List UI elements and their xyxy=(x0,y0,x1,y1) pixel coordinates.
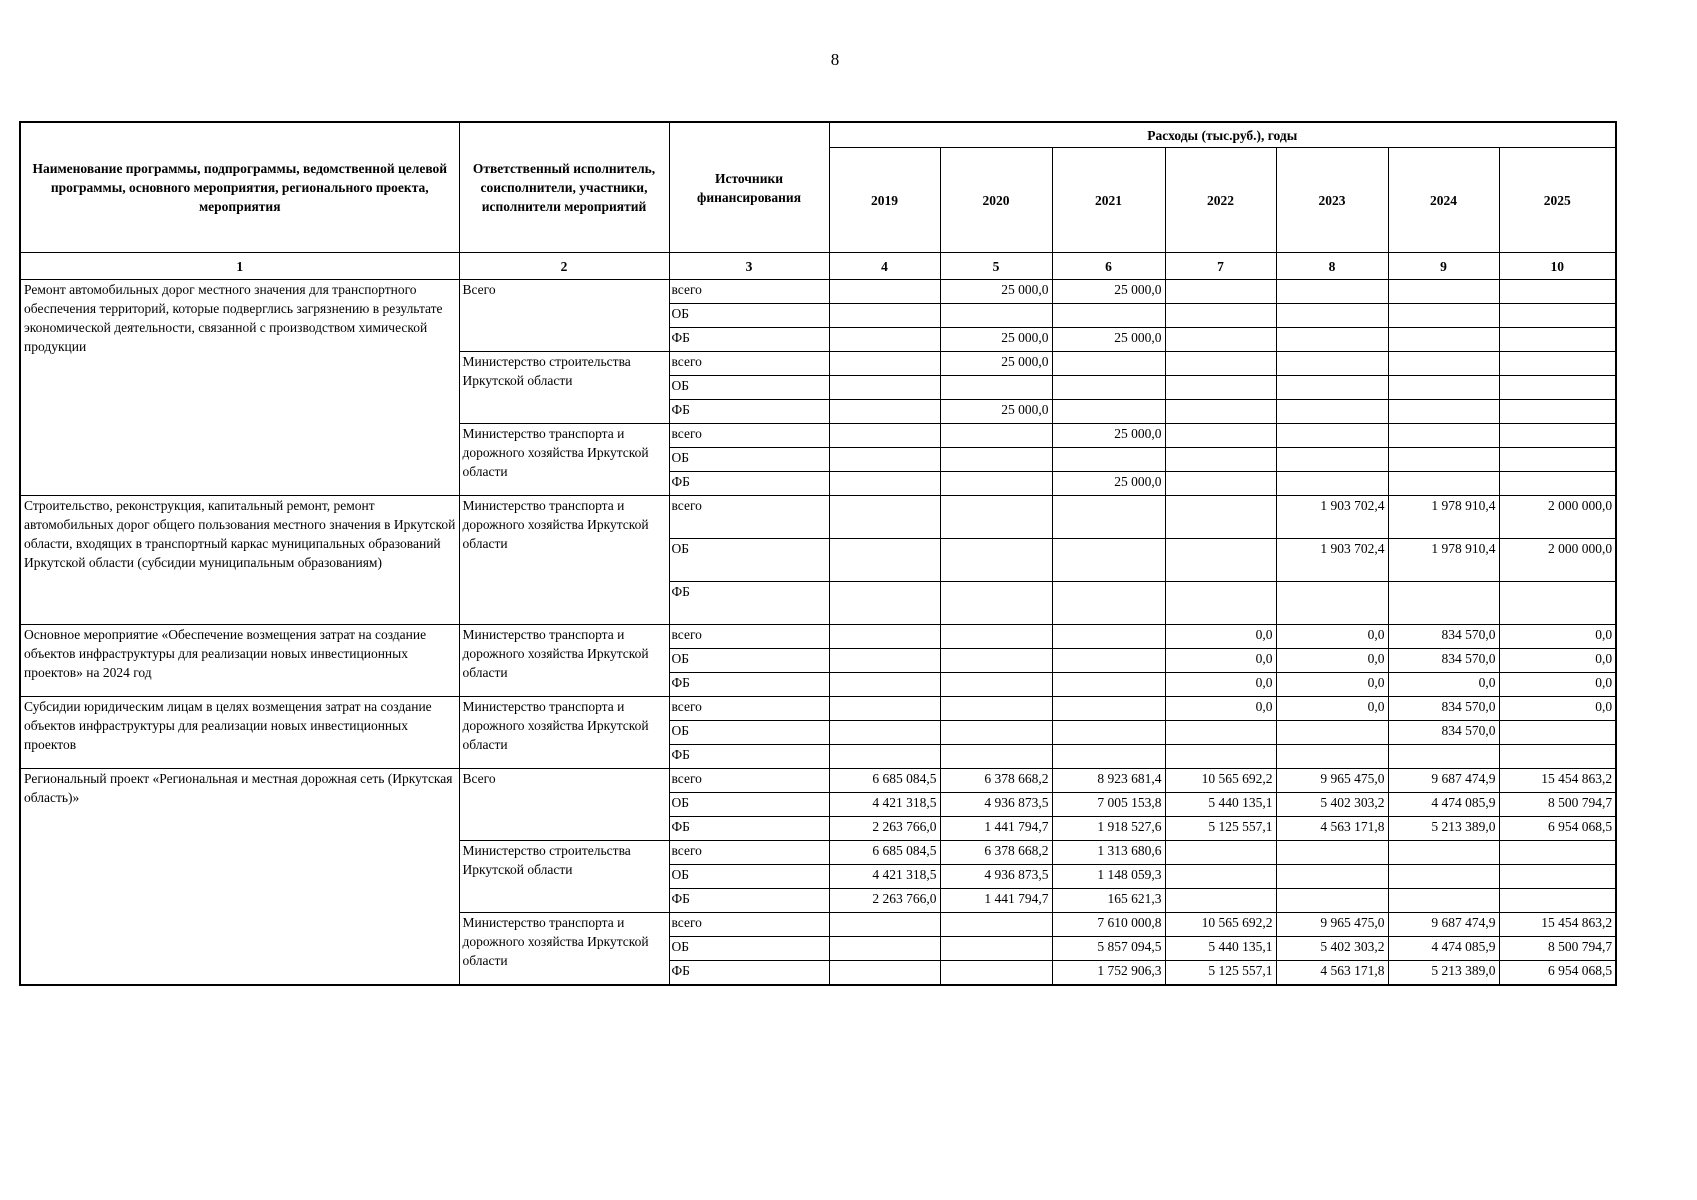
expense-value xyxy=(940,582,1052,625)
expense-value: 4 474 085,9 xyxy=(1388,937,1499,961)
expense-value xyxy=(829,582,940,625)
expense-value xyxy=(829,745,940,769)
expense-value xyxy=(1165,496,1276,539)
funding-source: ОБ xyxy=(669,539,829,582)
expense-value: 6 954 068,5 xyxy=(1499,961,1616,985)
expense-value: 6 378 668,2 xyxy=(940,841,1052,865)
executor-name: Министерство строительства Иркутской области xyxy=(459,841,669,913)
expense-value xyxy=(1388,582,1499,625)
table-body xyxy=(20,280,1616,985)
expense-value xyxy=(1052,304,1165,328)
expense-value xyxy=(1052,697,1165,721)
expense-value: 0,0 xyxy=(1165,673,1276,697)
expense-value xyxy=(1165,539,1276,582)
funding-source: ФБ xyxy=(669,472,829,496)
expense-value xyxy=(1499,280,1616,304)
expense-value: 5 402 303,2 xyxy=(1276,793,1388,817)
expense-value xyxy=(1388,376,1499,400)
expense-value: 1 978 910,4 xyxy=(1388,539,1499,582)
expense-value xyxy=(1165,352,1276,376)
funding-source: ФБ xyxy=(669,745,829,769)
expense-value xyxy=(1276,424,1388,448)
expense-value: 6 685 084,5 xyxy=(829,841,940,865)
expense-value xyxy=(1499,304,1616,328)
expense-value: 8 500 794,7 xyxy=(1499,937,1616,961)
funding-source: всего xyxy=(669,697,829,721)
expense-value xyxy=(1388,352,1499,376)
expense-value: 834 570,0 xyxy=(1388,625,1499,649)
executor-name: Министерство транспорта и дорожного хозяйства Иркутской области xyxy=(459,625,669,697)
expense-value xyxy=(1052,352,1165,376)
expense-value xyxy=(1499,448,1616,472)
table-row xyxy=(20,697,1616,721)
expense-value xyxy=(940,496,1052,539)
expense-value: 1 978 910,4 xyxy=(1388,496,1499,539)
column-number: 9 xyxy=(1388,253,1499,280)
expense-value: 0,0 xyxy=(1499,697,1616,721)
expense-value: 25 000,0 xyxy=(940,400,1052,424)
expense-value: 0,0 xyxy=(1499,625,1616,649)
expense-value xyxy=(1165,472,1276,496)
header-executor: Ответственный исполнитель, соисполнители, участники, исполнители мероприятий xyxy=(459,122,669,253)
expense-value xyxy=(940,913,1052,937)
expense-value: 6 954 068,5 xyxy=(1499,817,1616,841)
expense-value xyxy=(1165,328,1276,352)
expense-value xyxy=(1499,400,1616,424)
expense-value: 2 000 000,0 xyxy=(1499,496,1616,539)
funding-source: ФБ xyxy=(669,673,829,697)
executor-name: Министерство транспорта и дорожного хозяйства Иркутской области xyxy=(459,496,669,625)
funding-source: ФБ xyxy=(669,582,829,625)
expense-value xyxy=(1052,376,1165,400)
expense-value: 4 421 318,5 xyxy=(829,793,940,817)
funding-source: ОБ xyxy=(669,721,829,745)
expense-value: 5 213 389,0 xyxy=(1388,817,1499,841)
expense-value xyxy=(940,539,1052,582)
expense-value xyxy=(1165,424,1276,448)
expense-value xyxy=(1052,496,1165,539)
expense-value xyxy=(1052,625,1165,649)
expense-value xyxy=(1165,721,1276,745)
expense-value xyxy=(1165,400,1276,424)
expense-value xyxy=(1276,721,1388,745)
funding-source: ФБ xyxy=(669,400,829,424)
expense-value xyxy=(940,961,1052,985)
table-row xyxy=(20,496,1616,539)
expense-value xyxy=(829,539,940,582)
expense-value xyxy=(1165,889,1276,913)
column-number: 2 xyxy=(459,253,669,280)
executor-name: Министерство транспорта и дорожного хозяйства Иркутской области xyxy=(459,697,669,769)
expense-value: 0,0 xyxy=(1499,649,1616,673)
expense-value: 15 454 863,2 xyxy=(1499,769,1616,793)
expense-value: 5 125 557,1 xyxy=(1165,817,1276,841)
expense-value xyxy=(1165,280,1276,304)
expense-value xyxy=(1165,865,1276,889)
funding-source: ФБ xyxy=(669,961,829,985)
expense-value xyxy=(1165,745,1276,769)
header-column-numbers xyxy=(20,253,1616,280)
expense-value xyxy=(1052,582,1165,625)
expense-value xyxy=(829,496,940,539)
funding-source: ФБ xyxy=(669,889,829,913)
expense-value xyxy=(1388,304,1499,328)
expense-value: 25 000,0 xyxy=(940,280,1052,304)
expense-value xyxy=(1499,424,1616,448)
expense-value: 1 903 702,4 xyxy=(1276,539,1388,582)
funding-source: ОБ xyxy=(669,793,829,817)
expense-value xyxy=(829,625,940,649)
expense-value xyxy=(829,649,940,673)
expense-value: 4 421 318,5 xyxy=(829,865,940,889)
expense-value xyxy=(1388,280,1499,304)
expense-value xyxy=(1165,448,1276,472)
funding-source: всего xyxy=(669,913,829,937)
column-number: 7 xyxy=(1165,253,1276,280)
expense-value: 9 687 474,9 xyxy=(1388,769,1499,793)
executor-name: Министерство строительства Иркутской области xyxy=(459,352,669,424)
expense-value: 2 000 000,0 xyxy=(1499,539,1616,582)
expense-value xyxy=(1165,582,1276,625)
header-year: 2020 xyxy=(940,148,1052,253)
header-year: 2023 xyxy=(1276,148,1388,253)
expense-value: 7 005 153,8 xyxy=(1052,793,1165,817)
expense-value xyxy=(1388,424,1499,448)
expense-value xyxy=(1499,472,1616,496)
funding-source: всего xyxy=(669,280,829,304)
expense-value xyxy=(1276,582,1388,625)
column-number: 10 xyxy=(1499,253,1616,280)
expense-value: 5 857 094,5 xyxy=(1052,937,1165,961)
expense-value: 0,0 xyxy=(1165,625,1276,649)
header-expenses: Расходы (тыс.руб.), годы xyxy=(829,122,1616,148)
expense-value: 6 685 084,5 xyxy=(829,769,940,793)
expense-value xyxy=(940,424,1052,448)
expense-value: 0,0 xyxy=(1499,673,1616,697)
program-name: Региональный проект «Региональная и местная дорожная сеть (Иркутская область)» xyxy=(20,769,459,985)
header-year: 2025 xyxy=(1499,148,1616,253)
expense-value xyxy=(1388,745,1499,769)
expense-value xyxy=(1165,841,1276,865)
expense-value xyxy=(1388,400,1499,424)
expense-value: 9 965 475,0 xyxy=(1276,913,1388,937)
expense-value: 0,0 xyxy=(1276,697,1388,721)
program-name: Основное мероприятие «Обеспечение возмещения затрат на создание объектов инфраструктуры для реализации новых инвестиционных проектов» на 2024 год xyxy=(20,625,459,697)
expense-value: 0,0 xyxy=(1276,649,1388,673)
expense-value: 1 918 527,6 xyxy=(1052,817,1165,841)
expense-value xyxy=(829,937,940,961)
funding-source: ОБ xyxy=(669,376,829,400)
expense-value xyxy=(1499,745,1616,769)
expense-value xyxy=(940,745,1052,769)
expense-value: 9 965 475,0 xyxy=(1276,769,1388,793)
expense-value xyxy=(940,625,1052,649)
expense-value xyxy=(1276,472,1388,496)
expense-value: 834 570,0 xyxy=(1388,649,1499,673)
expense-value xyxy=(940,673,1052,697)
expense-value xyxy=(1052,539,1165,582)
expense-value xyxy=(1276,745,1388,769)
expense-value: 5 440 135,1 xyxy=(1165,793,1276,817)
program-name: Строительство, реконструкция, капитальный ремонт, ремонт автомобильных дорог общего пользования местного значения в Иркутской области, входящих в транспортный каркас муниципальных образований Иркутской области (субсидии муниципальным образованиям) xyxy=(20,496,459,625)
table-row xyxy=(20,280,1616,304)
expense-value xyxy=(1052,649,1165,673)
expense-value xyxy=(1388,889,1499,913)
expense-value xyxy=(940,448,1052,472)
expense-value: 5 402 303,2 xyxy=(1276,937,1388,961)
funding-source: ФБ xyxy=(669,328,829,352)
expense-value: 4 936 873,5 xyxy=(940,865,1052,889)
expense-value: 8 923 681,4 xyxy=(1052,769,1165,793)
expense-value: 4 474 085,9 xyxy=(1388,793,1499,817)
column-number: 4 xyxy=(829,253,940,280)
expense-value xyxy=(829,673,940,697)
funding-source: ФБ xyxy=(669,817,829,841)
expense-value xyxy=(1052,673,1165,697)
header-year: 2019 xyxy=(829,148,940,253)
expense-value: 15 454 863,2 xyxy=(1499,913,1616,937)
expense-value xyxy=(1276,376,1388,400)
expense-value xyxy=(1388,865,1499,889)
expense-value xyxy=(829,376,940,400)
expense-value: 8 500 794,7 xyxy=(1499,793,1616,817)
header-year: 2024 xyxy=(1388,148,1499,253)
funding-source: ОБ xyxy=(669,865,829,889)
expense-value xyxy=(940,721,1052,745)
expense-value: 0,0 xyxy=(1276,625,1388,649)
expense-value: 10 565 692,2 xyxy=(1165,769,1276,793)
executor-name: Всего xyxy=(459,769,669,841)
page-number: 8 xyxy=(830,50,840,69)
executor-name: Министерство транспорта и дорожного хозяйства Иркутской области xyxy=(459,424,669,496)
expense-value xyxy=(829,721,940,745)
expense-value xyxy=(1388,328,1499,352)
expense-value: 1 148 059,3 xyxy=(1052,865,1165,889)
expense-value: 1 441 794,7 xyxy=(940,817,1052,841)
expense-value: 0,0 xyxy=(1165,697,1276,721)
funding-source: всего xyxy=(669,841,829,865)
funding-source: ОБ xyxy=(669,448,829,472)
expense-value xyxy=(829,280,940,304)
funding-source: всего xyxy=(669,424,829,448)
expense-value xyxy=(940,649,1052,673)
expense-value: 0,0 xyxy=(1388,673,1499,697)
expense-value xyxy=(1499,352,1616,376)
expense-value xyxy=(829,424,940,448)
header-sources: Источники финансирования xyxy=(669,122,829,253)
expense-value xyxy=(1276,280,1388,304)
expense-value xyxy=(940,304,1052,328)
expense-value: 25 000,0 xyxy=(940,352,1052,376)
table-row xyxy=(20,625,1616,649)
expense-value: 25 000,0 xyxy=(1052,472,1165,496)
funding-source: ОБ xyxy=(669,937,829,961)
expense-value xyxy=(940,376,1052,400)
expense-value xyxy=(829,328,940,352)
expense-value xyxy=(1388,472,1499,496)
header-year: 2022 xyxy=(1165,148,1276,253)
funding-source: всего xyxy=(669,352,829,376)
expense-value xyxy=(1276,304,1388,328)
expense-value: 1 903 702,4 xyxy=(1276,496,1388,539)
expense-value xyxy=(1499,328,1616,352)
funding-source: ОБ xyxy=(669,649,829,673)
expense-value xyxy=(829,697,940,721)
expense-value: 5 125 557,1 xyxy=(1165,961,1276,985)
funding-source: ОБ xyxy=(669,304,829,328)
expense-value xyxy=(1499,376,1616,400)
expense-value xyxy=(1388,841,1499,865)
column-number: 1 xyxy=(20,253,459,280)
expense-value: 0,0 xyxy=(1165,649,1276,673)
expense-value xyxy=(1165,304,1276,328)
expense-value xyxy=(1276,889,1388,913)
expense-value xyxy=(1499,889,1616,913)
executor-name: Всего xyxy=(459,280,669,352)
expense-value: 834 570,0 xyxy=(1388,697,1499,721)
expense-value xyxy=(829,304,940,328)
expense-value: 9 687 474,9 xyxy=(1388,913,1499,937)
expense-value xyxy=(940,937,1052,961)
expense-value xyxy=(829,913,940,937)
expense-value: 2 263 766,0 xyxy=(829,889,940,913)
expense-value xyxy=(1052,721,1165,745)
column-number: 6 xyxy=(1052,253,1165,280)
expense-value xyxy=(829,961,940,985)
expense-value xyxy=(829,400,940,424)
expense-value xyxy=(829,472,940,496)
expense-value xyxy=(1052,448,1165,472)
funding-source: всего xyxy=(669,496,829,539)
expense-value xyxy=(1388,448,1499,472)
expense-value xyxy=(940,472,1052,496)
expense-value xyxy=(1276,865,1388,889)
program-name: Субсидии юридическим лицам в целях возмещения затрат на создание объектов инфраструктуры для реализации новых инвестиционных проектов xyxy=(20,697,459,769)
expense-value: 7 610 000,8 xyxy=(1052,913,1165,937)
expense-value: 165 621,3 xyxy=(1052,889,1165,913)
expense-value xyxy=(1499,865,1616,889)
expense-value xyxy=(1499,721,1616,745)
funding-source: всего xyxy=(669,769,829,793)
table-row xyxy=(20,769,1616,793)
funding-source: всего xyxy=(669,625,829,649)
expense-value: 4 936 873,5 xyxy=(940,793,1052,817)
column-number: 3 xyxy=(669,253,829,280)
expense-value: 4 563 171,8 xyxy=(1276,961,1388,985)
expense-value xyxy=(1052,400,1165,424)
expense-value xyxy=(1052,745,1165,769)
expense-value: 1 752 906,3 xyxy=(1052,961,1165,985)
expense-value xyxy=(1276,448,1388,472)
expense-value: 25 000,0 xyxy=(940,328,1052,352)
expense-value: 0,0 xyxy=(1276,673,1388,697)
expense-value: 25 000,0 xyxy=(1052,328,1165,352)
expense-value: 1 313 680,6 xyxy=(1052,841,1165,865)
executor-name: Министерство транспорта и дорожного хозяйства Иркутской области xyxy=(459,913,669,985)
expense-value: 25 000,0 xyxy=(1052,280,1165,304)
expense-value: 25 000,0 xyxy=(1052,424,1165,448)
expense-value xyxy=(1276,328,1388,352)
expense-value xyxy=(1276,400,1388,424)
expense-value xyxy=(1276,841,1388,865)
expense-value xyxy=(829,352,940,376)
expense-value: 834 570,0 xyxy=(1388,721,1499,745)
header-program: Наименование программы, подпрограммы, ведомственной целевой программы, основного мероприятия, регионального проекта, мероприятия xyxy=(20,122,459,253)
expense-value: 6 378 668,2 xyxy=(940,769,1052,793)
header-year: 2021 xyxy=(1052,148,1165,253)
expense-value xyxy=(829,448,940,472)
column-number: 5 xyxy=(940,253,1052,280)
expense-value xyxy=(1499,582,1616,625)
expense-value: 10 565 692,2 xyxy=(1165,913,1276,937)
expense-value: 2 263 766,0 xyxy=(829,817,940,841)
expense-value: 5 440 135,1 xyxy=(1165,937,1276,961)
expense-value xyxy=(940,697,1052,721)
program-name: Ремонт автомобильных дорог местного значения для транспортного обеспечения территорий, которые подверглись загрязнению в результате экономической деятельности, связанной с производством химической продукции xyxy=(20,280,459,496)
expense-value: 5 213 389,0 xyxy=(1388,961,1499,985)
column-number: 8 xyxy=(1276,253,1388,280)
expense-value xyxy=(1276,352,1388,376)
expense-value xyxy=(1165,376,1276,400)
expense-value xyxy=(1499,841,1616,865)
expense-value: 4 563 171,8 xyxy=(1276,817,1388,841)
budget-table xyxy=(19,121,1617,986)
expense-value: 1 441 794,7 xyxy=(940,889,1052,913)
